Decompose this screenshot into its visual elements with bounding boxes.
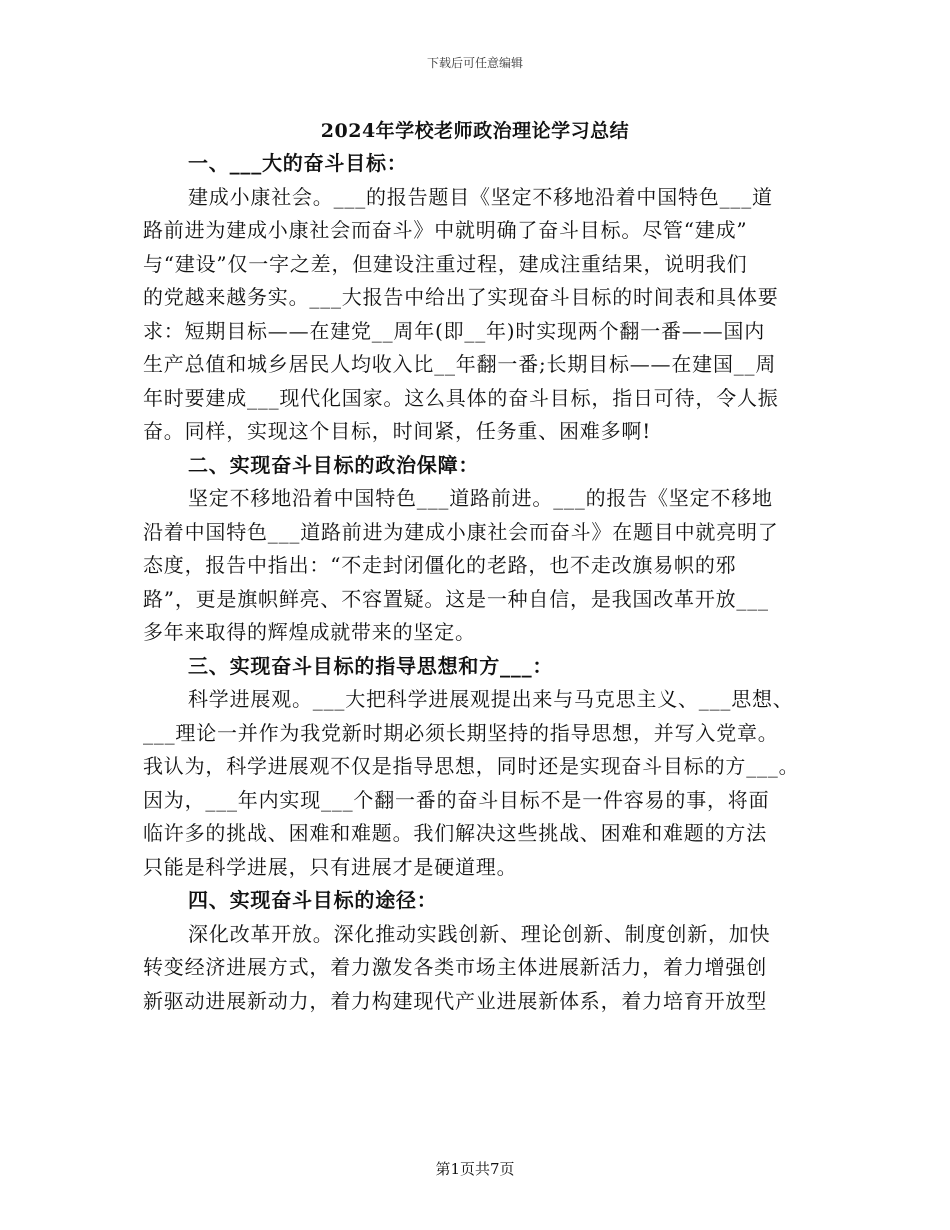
document-title: 2024年学校老师政治理论学习总结 (320, 120, 630, 142)
paragraph-line: 新驱动进展新动力，着力构建现代产业进展新体系，着力培育开放型 (143, 988, 767, 1013)
paragraph-line: 年时要建成___现代化国家。这么具体的奋斗目标，指日可待，令人振 (143, 385, 779, 410)
paragraph-line: 路”，更是旗帜鲜亮、不容置疑。这是一种自信，是我国改革开放___ (143, 586, 769, 611)
section-2 (143, 449, 813, 650)
section-3 (143, 650, 813, 885)
document-body (143, 147, 813, 1018)
section-heading: 二、实现奋斗目标的政治保障： (188, 452, 480, 477)
section-1 (143, 147, 813, 449)
paragraph-line: 求：短期目标——在建党__周年(即__年)时实现两个翻一番——国内 (143, 318, 766, 343)
paragraph-line: 我认为，科学进展观不仅是指导思想，同时还是实现奋斗目标的方___。 (143, 754, 800, 778)
section-heading: 四、实现奋斗目标的途径： (188, 888, 438, 912)
section-heading: 三、实现奋斗目标的指导思想和方___： (188, 653, 554, 678)
section-4 (143, 884, 813, 1018)
paragraph-line: 沿着中国特色___道路前进为建成小康社会而奋斗》在题目中就亮明了 (143, 519, 779, 544)
paragraph-line: 坚定不移地沿着中国特色___道路前进。___的报告《坚定不移地 (188, 486, 773, 510)
paragraph-line: 与“建设”仅一字之差，但建设注重过程，建成注重结果，说明我们 (143, 251, 748, 276)
paragraph-line: 生产总值和城乡居民人均收入比__年翻一番;长期目标——在建国__周 (143, 352, 777, 376)
paragraph-line: 因为，___年内实现___个翻一番的奋斗目标不是一件容易的事，将面 (143, 787, 770, 812)
paragraph-line: 转变经济进展方式，着力激发各类市场主体进展新活力，着力增强创 (143, 955, 767, 979)
paragraph-line: ___理论一并作为我党新时期必须长期坚持的指导思想，并写入党章。 (143, 720, 779, 745)
paragraph-line: 奋。同样，实现这个目标，时间紧，任务重、困难多啊! (143, 419, 652, 443)
paragraph-line: 建成小康社会。___的报告题目《坚定不移地沿着中国特色___道 (188, 184, 773, 209)
section-heading: 一、___大的奋斗目标： (188, 151, 408, 175)
paragraph-line: 深化改革开放。深化推动实践创新、理论创新、制度创新，加快 (188, 921, 771, 946)
paragraph-line: 的党越来越务实。___大报告中给出了实现奋斗目标的时间表和具体要 (143, 285, 779, 309)
paragraph-line: 只能是科学进展，只有进展才是硬道理。 (143, 854, 518, 879)
page-number-footer: 第1页共7页 (435, 1160, 515, 1178)
paragraph-line: 多年来取得的辉煌成就带来的坚定。 (143, 620, 476, 644)
paragraph-line: 态度，报告中指出：“不走封闭僵化的老路，也不走改旗易帜的邪 (143, 553, 737, 577)
paragraph-line: 科学进展观。___大把科学进展观提出来与马克思主义、___思想、 (188, 687, 794, 711)
paragraph-line: 临许多的挑战、困难和难题。我们解决这些挑战、困难和难题的方法 (143, 821, 767, 845)
paragraph-line: 路前进为建成小康社会而奋斗》中就明确了奋斗目标。尽管“建成” (143, 218, 748, 242)
header-note: 下载后可任意编辑 (426, 56, 523, 70)
